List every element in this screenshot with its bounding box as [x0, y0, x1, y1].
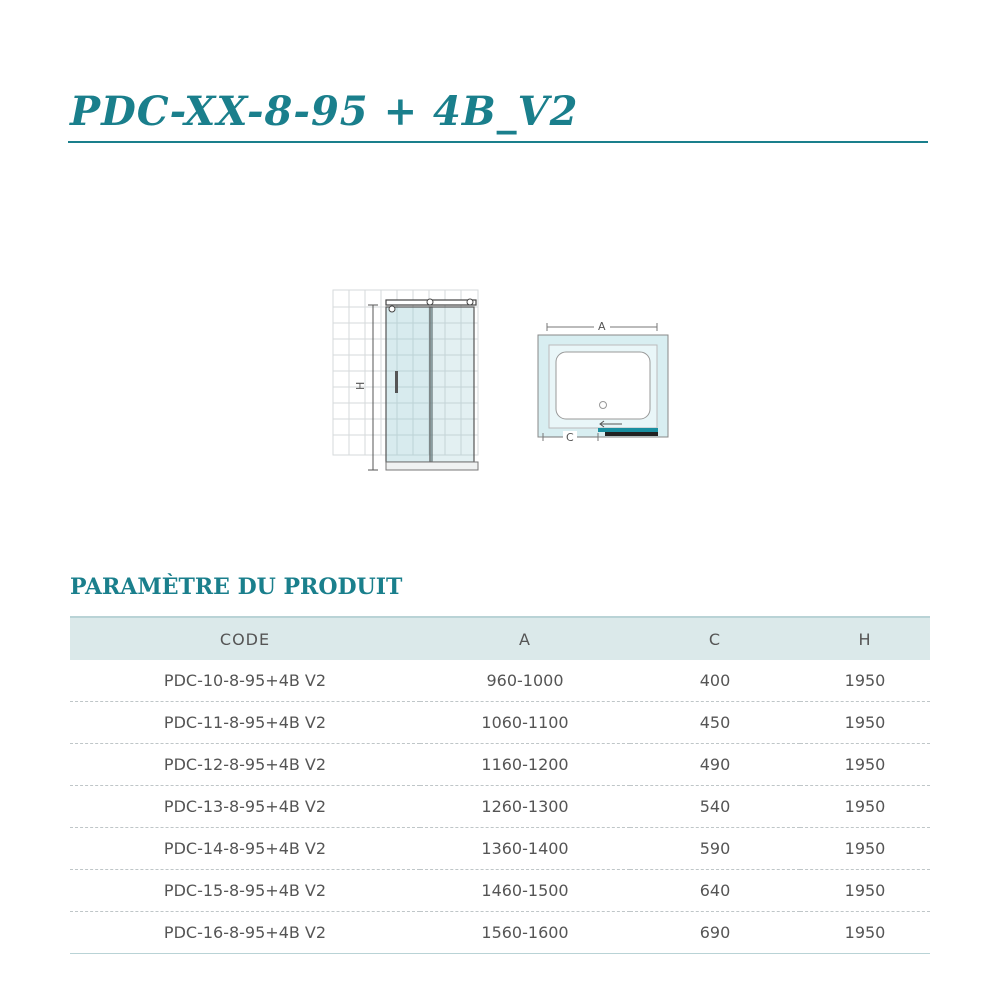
table-row — [70, 828, 930, 870]
cell-code: PDC-13-8-95+4B V2 — [70, 786, 420, 828]
section-title: PARAMÈTRE DU PRODUIT — [70, 574, 403, 600]
table-row — [70, 702, 930, 744]
page-title: PDC-XX-8-95 + 4B_V2 — [70, 88, 579, 135]
column-header-a: A — [420, 617, 630, 660]
cell-h: 1950 — [800, 912, 930, 954]
table-header-row — [70, 617, 930, 660]
cell-code: PDC-14-8-95+4B V2 — [70, 828, 420, 870]
table-row — [70, 786, 930, 828]
dimension-label-a: A — [598, 320, 606, 333]
sliding-glass-panel — [430, 307, 474, 462]
column-header-h: H — [800, 617, 930, 660]
cell-a: 960-1000 — [420, 660, 630, 702]
cell-a: 1460-1500 — [420, 870, 630, 912]
cell-c: 590 — [630, 828, 800, 870]
cell-c: 400 — [630, 660, 800, 702]
cell-c: 490 — [630, 744, 800, 786]
title-divider — [68, 141, 928, 143]
cell-h: 1950 — [800, 786, 930, 828]
cell-h: 1950 — [800, 828, 930, 870]
cell-code: PDC-15-8-95+4B V2 — [70, 870, 420, 912]
cell-code: PDC-16-8-95+4B V2 — [70, 912, 420, 954]
cell-a: 1060-1100 — [420, 702, 630, 744]
product-diagram — [330, 285, 675, 485]
column-header-c: C — [630, 617, 800, 660]
dimension-label-c: C — [566, 431, 574, 444]
shower-tray — [386, 462, 478, 470]
fixed-glass-panel — [386, 307, 432, 462]
cell-a: 1360-1400 — [420, 828, 630, 870]
cell-code: PDC-10-8-95+4B V2 — [70, 660, 420, 702]
cell-a: 1560-1600 — [420, 912, 630, 954]
column-header-code: CODE — [70, 617, 420, 660]
shower-door-drawing — [330, 285, 675, 485]
cell-code: PDC-11-8-95+4B V2 — [70, 702, 420, 744]
cell-a: 1160-1200 — [420, 744, 630, 786]
cell-h: 1950 — [800, 870, 930, 912]
table-row — [70, 912, 930, 954]
table-row — [70, 744, 930, 786]
cell-a: 1260-1300 — [420, 786, 630, 828]
cell-c: 450 — [630, 702, 800, 744]
cell-h: 1950 — [800, 660, 930, 702]
cell-code: PDC-12-8-95+4B V2 — [70, 744, 420, 786]
top-view — [538, 320, 668, 444]
cell-c: 540 — [630, 786, 800, 828]
dimension-label-h: H — [354, 381, 367, 390]
table-row — [70, 870, 930, 912]
cell-c: 690 — [630, 912, 800, 954]
table-row — [70, 660, 930, 702]
cell-h: 1950 — [800, 744, 930, 786]
cell-c: 640 — [630, 870, 800, 912]
door-handle — [395, 371, 398, 393]
cell-h: 1950 — [800, 702, 930, 744]
product-parameters-table — [70, 616, 930, 954]
